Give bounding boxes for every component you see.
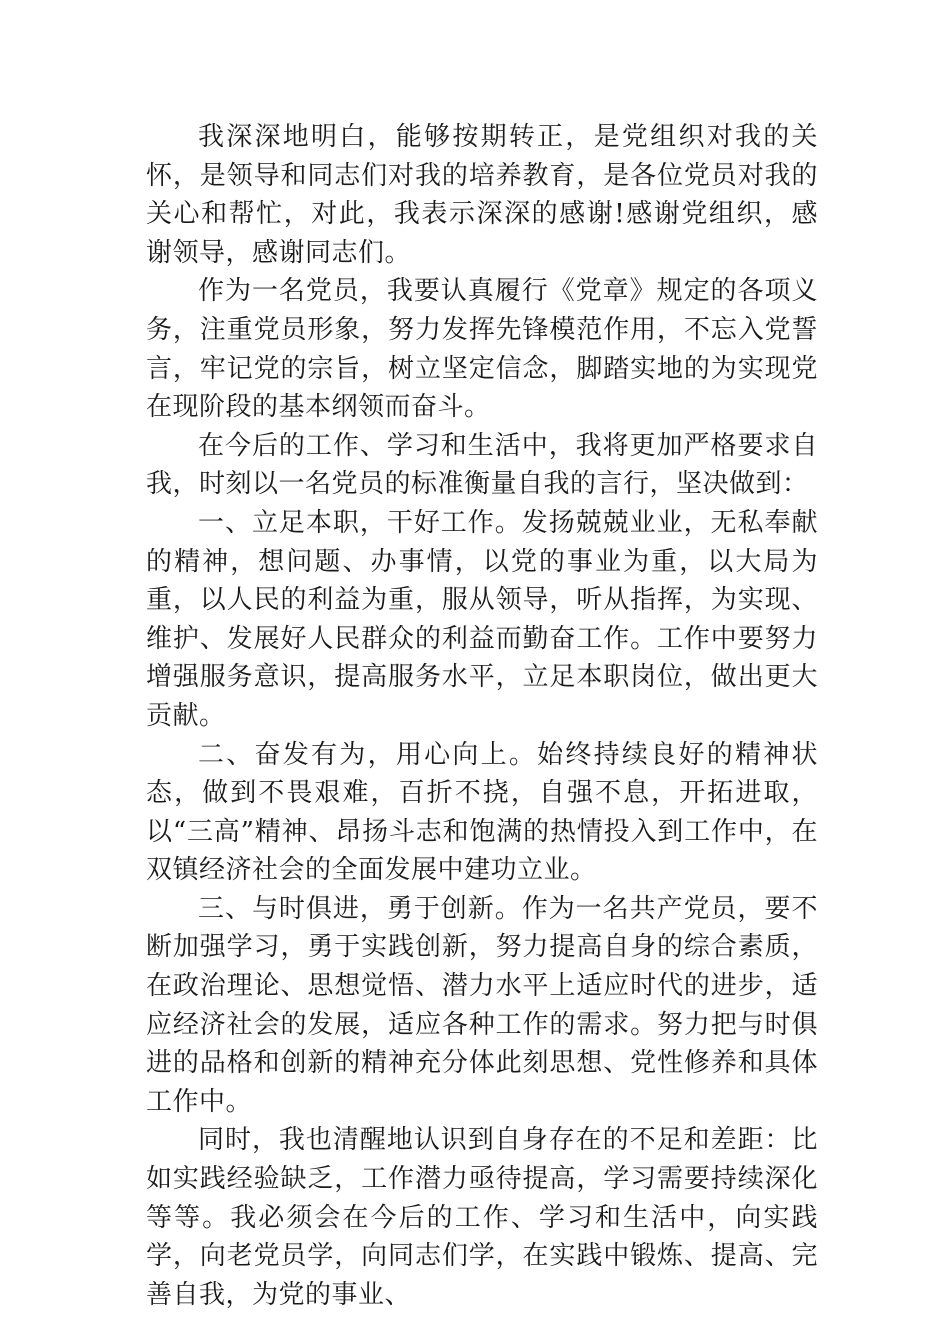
paragraph-commitment-intro: 在今后的工作、学习和生活中，我将更加严格要求自我，时刻以一名党员的标准衡量自我的言行，坚决做到：: [146, 430, 818, 500]
document-body: [146, 118, 818, 1314]
paragraph-point-two: 二、奋发有为，用心向上。始终持续良好的精神状态，做到不畏艰难，百折不挠，自强不息，开拓进取，以“三高”精神、昂扬斗志和饱满的热情投入到工作中，在双镇经济社会的全面发展中建功立业。: [146, 739, 818, 886]
paragraph-point-three: 三、与时俱进，勇于创新。作为一名共产党员，要不断加强学习，勇于实践创新，努力提高自身的综合素质，在政治理论、思想觉悟、潜力水平上适应时代的进步，适应经济社会的发展，适应各种工作的需求。努力把与时俱进的品格和创新的精神充分体此刻思想、党性修养和具体工作中。: [146, 893, 818, 1117]
paragraph-shortcomings: 同时，我也清醒地认识到自身存在的不足和差距：比如实践经验缺乏，工作潜力亟待提高，学习需要持续深化等等。我必须会在今后的工作、学习和生活中，向实践学，向老党员学，向同志们学，在实践中锻炼、提高、完善自我，为党的事业、: [146, 1125, 818, 1310]
paragraph-point-one: 一、立足本职，干好工作。发扬兢兢业业，无私奉献的精神，想问题、办事情，以党的事业为重，以大局为重，以人民的利益为重，服从领导，听从指挥，为实现、维护、发展好人民群众的利益而勤奋工作。工作中要努力增强服务意识，提高服务水平，立足本职岗位，做出更大贡献。: [146, 507, 818, 731]
paragraph-party-duties: 作为一名党员，我要认真履行《党章》规定的各项义务，注重党员形象，努力发挥先锋模范作用，不忘入党誓言，牢记党的宗旨，树立坚定信念，脚踏实地的为实现党在现阶段的基本纲领而奋斗。: [146, 276, 818, 423]
paragraph-gratitude: 我深深地明白，能够按期转正，是党组织对我的关怀，是领导和同志们对我的培养教育，是各位党员对我的关心和帮忙，对此，我表示深深的感谢!感谢党组织，感谢领导，感谢同志们。: [146, 122, 818, 268]
